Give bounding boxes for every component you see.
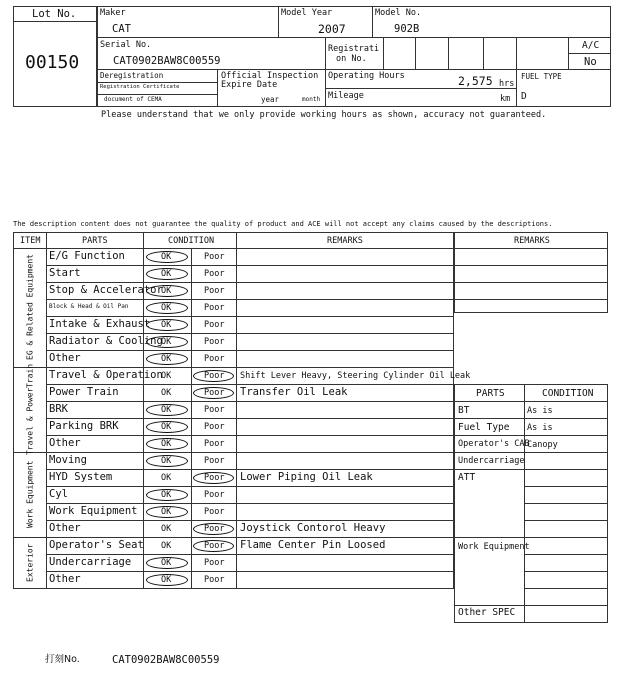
condition-poor[interactable]: Poor — [204, 252, 225, 262]
operating-hours-value: 2,575 — [458, 74, 493, 88]
header-parts: PARTS — [82, 236, 108, 246]
selected-condition-circle — [193, 387, 234, 399]
selected-condition-circle — [146, 557, 188, 569]
selected-condition-circle — [146, 302, 188, 314]
spec-part: Undercarriage — [458, 456, 525, 466]
spec-parts-header: PARTS — [476, 388, 505, 399]
part-name: Other — [49, 573, 81, 585]
condition-ok[interactable]: OK — [161, 541, 172, 551]
km-unit: km — [500, 94, 511, 104]
other-spec-label: Other SPEC — [458, 607, 516, 618]
stamp-label: 打刻No. — [45, 654, 80, 665]
condition-ok[interactable]: OK — [161, 422, 172, 432]
condition-ok[interactable]: OK — [161, 439, 172, 449]
condition-ok[interactable]: OK — [161, 286, 172, 296]
part-name: E/G Function — [49, 250, 125, 262]
condition-ok[interactable]: OK — [161, 558, 172, 568]
part-name: Block & Head & Oil Pan — [49, 303, 129, 310]
model-no-label: Model No. — [375, 8, 422, 18]
condition-poor[interactable]: Poor — [204, 490, 225, 500]
condition-poor[interactable]: Poor — [204, 456, 225, 466]
spec-condition-header: CONDITION — [542, 388, 594, 399]
condition-poor[interactable]: Poor — [204, 524, 225, 534]
selected-condition-circle — [146, 268, 188, 280]
dereg-sub1: Registration Certificate — [100, 84, 180, 90]
selected-condition-circle — [146, 353, 188, 365]
part-name: Radiator & Cooling — [49, 335, 163, 347]
condition-poor[interactable]: Poor — [204, 303, 225, 313]
item-group-label: Work Equipment — [25, 460, 35, 529]
hours-note: Please understand that we only provide working hours as shown, accuracy not guaranteed. — [101, 110, 547, 120]
remarks-text: Lower Piping Oil Leak — [240, 471, 373, 483]
spec-part: Fuel Type — [458, 422, 510, 433]
condition-poor[interactable]: Poor — [204, 354, 225, 364]
part-name: Other — [49, 437, 81, 449]
spec-condition: Canopy — [527, 440, 558, 450]
condition-poor[interactable]: Poor — [204, 269, 225, 279]
condition-poor[interactable]: Poor — [204, 422, 225, 432]
spec-part: ATT — [458, 472, 476, 483]
part-name: Operator's Seat — [49, 539, 144, 551]
fuel-type-value: D — [521, 91, 527, 102]
condition-ok[interactable]: OK — [161, 303, 172, 313]
part-name: Moving — [49, 454, 87, 466]
condition-poor[interactable]: Poor — [204, 507, 225, 517]
condition-poor[interactable]: Poor — [204, 337, 225, 347]
dereg-sub2: document of CEMA — [104, 96, 162, 103]
model-year-value: 2007 — [318, 22, 346, 36]
part-name: Travel & Operation — [49, 369, 163, 381]
selected-condition-circle — [193, 523, 234, 535]
model-no-value: 902B — [394, 23, 420, 35]
year-label: year — [261, 95, 280, 104]
part-name: Cyl — [49, 488, 68, 500]
condition-poor[interactable]: Poor — [204, 371, 225, 381]
ac-label: A/C — [582, 40, 600, 51]
selected-condition-circle — [146, 421, 188, 433]
condition-poor[interactable]: Poor — [204, 541, 225, 551]
condition-ok[interactable]: OK — [161, 524, 172, 534]
condition-ok[interactable]: OK — [161, 320, 172, 330]
inspection-label-2: Expire Date — [221, 80, 278, 90]
fuel-type-label: FUEL TYPE — [521, 72, 562, 81]
registration-label-2: on No. — [336, 54, 367, 64]
disclaimer: The description content does not guarantee the quality of product and ACE will not accept any claims caused by the descriptions. — [13, 220, 553, 228]
mileage-label: Mileage — [328, 91, 364, 101]
condition-poor[interactable]: Poor — [204, 473, 225, 483]
selected-condition-circle — [146, 574, 188, 586]
item-group-label-line: Travel & Power — [25, 387, 35, 456]
item-group-label: Exterior — [25, 543, 35, 582]
condition-ok[interactable]: OK — [161, 388, 172, 398]
selected-condition-circle — [146, 251, 188, 263]
condition-poor[interactable]: Poor — [204, 558, 225, 568]
month-label: month — [302, 96, 321, 103]
spec-condition: As is — [527, 406, 553, 416]
item-group-label-line: Train — [25, 363, 35, 388]
selected-condition-circle — [193, 370, 234, 382]
registration-label: Registrati — [328, 44, 380, 54]
part-name: Parking BRK — [49, 420, 119, 432]
condition-ok[interactable]: OK — [161, 473, 172, 483]
part-name: HYD System — [49, 471, 113, 483]
condition-ok[interactable]: OK — [161, 490, 172, 500]
header-item: ITEM — [20, 236, 41, 246]
lot-label: Lot No. — [32, 8, 77, 20]
item-group-label — [18, 363, 42, 456]
remarks-text: Transfer Oil Leak — [240, 386, 348, 398]
maker-label: Maker — [100, 8, 126, 18]
condition-ok[interactable]: OK — [161, 575, 172, 585]
maker-value: CAT — [112, 23, 131, 35]
hrs-unit: hrs — [499, 79, 515, 89]
condition-ok[interactable]: OK — [161, 269, 172, 279]
condition-ok[interactable]: OK — [161, 456, 172, 466]
condition-ok[interactable]: OK — [161, 252, 172, 262]
condition-poor[interactable]: Poor — [204, 388, 225, 398]
selected-condition-circle — [193, 540, 234, 552]
condition-poor[interactable]: Poor — [204, 320, 225, 330]
selected-condition-circle — [146, 506, 188, 518]
selected-condition-circle — [146, 455, 188, 467]
part-name: Undercarriage — [49, 556, 132, 568]
selected-condition-circle — [146, 489, 188, 501]
condition-ok[interactable]: OK — [161, 405, 172, 415]
inspection-label: Official Inspection — [221, 71, 319, 81]
work-equipment-label: Work Equipment — [458, 542, 530, 552]
condition-poor[interactable]: Poor — [204, 439, 225, 449]
part-name: Other — [49, 522, 81, 534]
remarks-text: Shift Lever Heavy, Steering Cylinder Oil Leak — [240, 371, 471, 381]
condition-poor[interactable]: Poor — [204, 405, 225, 415]
part-name: Start — [49, 267, 81, 279]
lot-number: 00150 — [25, 52, 80, 73]
condition-ok[interactable]: OK — [161, 371, 172, 381]
serial-value: CAT0902BAW8C00559 — [113, 55, 221, 67]
serial-label: Serial No. — [100, 40, 152, 50]
spec-part: BT — [458, 405, 470, 416]
selected-condition-circle — [193, 472, 234, 484]
selected-condition-circle — [146, 404, 188, 416]
part-name: Work Equipment — [49, 505, 138, 517]
item-group-label: EG & Related Equipment — [25, 254, 35, 361]
part-name: Intake & Exhaust — [49, 318, 151, 330]
header-remarks: REMARKS — [327, 236, 363, 246]
header-remarks-right: REMARKS — [514, 236, 550, 246]
spec-part: Operator's CAB — [458, 439, 530, 449]
condition-ok[interactable]: OK — [161, 337, 172, 347]
selected-condition-circle — [146, 336, 188, 348]
part-name: BRK — [49, 403, 68, 415]
spec-condition: As is — [527, 423, 553, 433]
condition-ok[interactable]: OK — [161, 507, 172, 517]
ac-value: No — [584, 56, 597, 68]
dereg-label: Deregistration — [100, 71, 164, 80]
selected-condition-circle — [146, 319, 188, 331]
operating-hours-label: Operating Hours — [328, 71, 405, 81]
part-name: Stop & Accelerator — [49, 284, 163, 296]
selected-condition-circle — [146, 438, 188, 450]
selected-condition-circle — [146, 285, 188, 297]
remarks-text: Flame Center Pin Loosed — [240, 539, 386, 551]
stamp-value: CAT0902BAW8C00559 — [112, 654, 220, 666]
condition-poor[interactable]: Poor — [204, 286, 225, 296]
condition-ok[interactable]: OK — [161, 354, 172, 364]
part-name: Other — [49, 352, 81, 364]
remarks-text: Joystick Contorol Heavy — [240, 522, 386, 534]
part-name: Power Train — [49, 386, 119, 398]
header-condition: CONDITION — [168, 236, 215, 246]
condition-poor[interactable]: Poor — [204, 575, 225, 585]
model-year-label: Model Year — [281, 8, 333, 18]
